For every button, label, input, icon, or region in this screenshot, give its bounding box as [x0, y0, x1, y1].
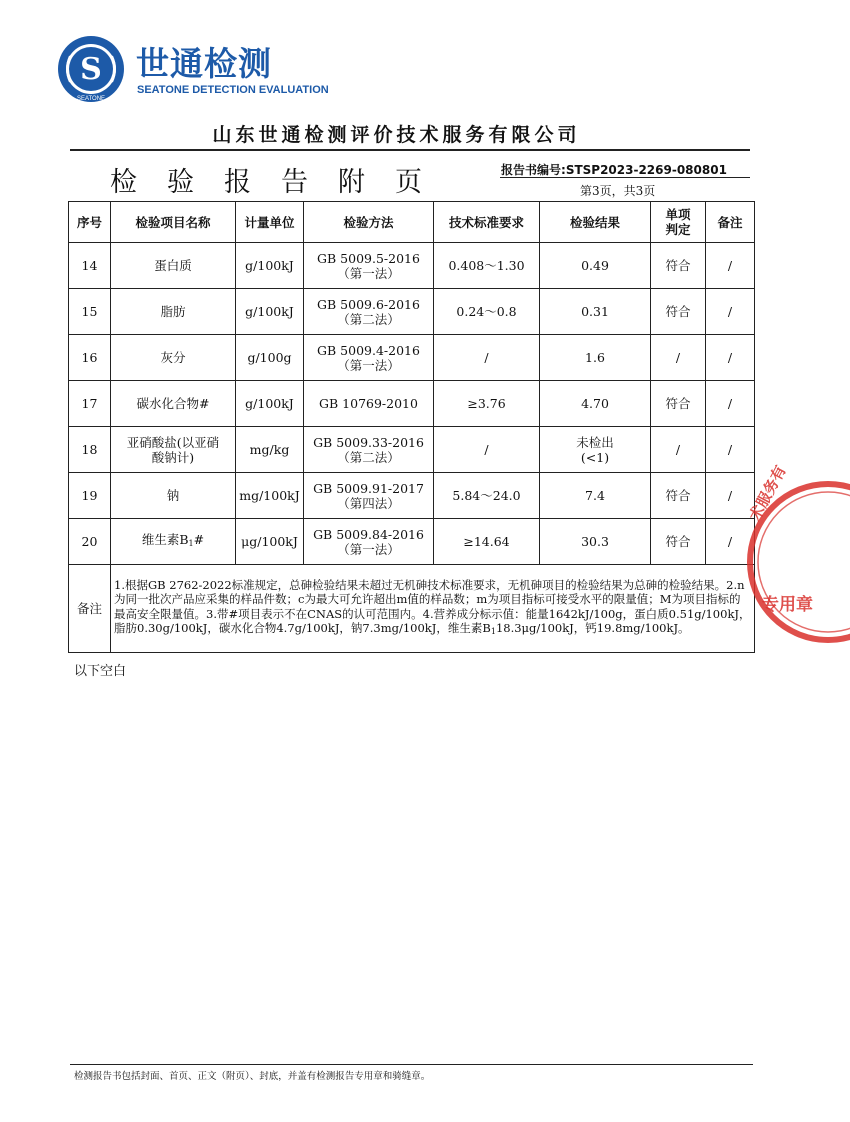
col-header-standard: 技术标准要求: [434, 202, 540, 243]
item-suffix: #: [193, 532, 205, 547]
brand-name-cn: 世通检测: [136, 44, 272, 83]
cell-note: /: [706, 519, 755, 565]
method-code: GB 5009.6-2016: [317, 296, 420, 312]
method-variant: （第二法）: [337, 311, 400, 327]
cell-method: [304, 381, 434, 427]
table-row: [69, 381, 755, 427]
cell-result: 4.70: [540, 381, 651, 427]
col-header-item: 检验项目名称: [111, 202, 236, 243]
cell-item: [111, 519, 236, 565]
cell-item: 灰分: [111, 335, 236, 381]
remarks-subscript: 1: [490, 627, 496, 636]
cell-method: [304, 289, 434, 335]
table-row: [69, 427, 755, 473]
table-row: [69, 243, 755, 289]
cell-standard: 0.408～1.30: [434, 243, 540, 289]
cell-no: 20: [69, 519, 111, 565]
cell-item: 钠: [111, 473, 236, 519]
cell-no: 19: [69, 473, 111, 519]
table-row: [69, 289, 755, 335]
cell-result: 0.49: [540, 243, 651, 289]
header-divider: [70, 149, 750, 151]
footer-divider: [70, 1064, 753, 1065]
blank-below-note: 以下空白: [74, 664, 127, 679]
method-variant: （第二法）: [337, 449, 400, 465]
remarks-text-main: 1.根据GB 2762-2022标准规定，总砷检验结果未超过无机砷技术标准要求，无机砷项目的检验结果为总砷的检验结果。2.n为同一批次产品应采集的样品件数；c为最大可允许超出m值的样品数；m为项目指标可接受水平的限量值；M为项目指标的最高安全限量值。3.带#项目表示不在CNAS的认可范围内。4.营养成分标示值：能量1642kJ/100g，蛋白质0.51g/100kJ，脂肪0.30g/100kJ，碳水化合物4.7g/100kJ，钠7.3mg/100kJ，维生素B: [114, 577, 751, 635]
col-header-note: 备注: [706, 202, 755, 243]
cell-unit: μg/100kJ: [236, 519, 304, 565]
table-row: [69, 335, 755, 381]
table-row: [69, 519, 755, 565]
col-header-result: 检验结果: [540, 202, 651, 243]
cell-standard: 5.84～24.0: [434, 473, 540, 519]
item-name: 维生素B: [141, 532, 189, 547]
cell-standard: /: [434, 427, 540, 473]
cell-result: 0.31: [540, 289, 651, 335]
cell-no: 16: [69, 335, 111, 381]
cell-note: /: [706, 427, 755, 473]
cell-result: 30.3: [540, 519, 651, 565]
remarks-row: [69, 565, 755, 653]
official-seal-stamp: [740, 462, 850, 670]
results-table: [68, 201, 755, 653]
seal-text-arc: 术服务有: [745, 462, 790, 524]
cell-judge: 符合: [651, 289, 706, 335]
method-code: GB 5009.33-2016: [313, 434, 424, 450]
method-code: GB 5009.91-2017: [313, 480, 424, 496]
seatone-emblem-icon: [56, 34, 126, 104]
remarks-label: 备注: [69, 565, 111, 653]
cell-result: 1.6: [540, 335, 651, 381]
col-header-unit: 计量单位: [236, 202, 304, 243]
remarks-text: [111, 565, 755, 653]
cell-judge: 符合: [651, 243, 706, 289]
logo-letter: S: [80, 52, 102, 87]
method-variant: （第四法）: [337, 495, 400, 511]
method-code: GB 10769-2010: [319, 396, 418, 411]
page-title: 检验报告附页: [110, 167, 452, 198]
method-variant: （第一法）: [337, 265, 400, 281]
company-logo: [56, 34, 329, 104]
cell-no: 18: [69, 427, 111, 473]
cell-item: 蛋白质: [111, 243, 236, 289]
table-row: [69, 473, 755, 519]
method-code: GB 5009.84-2016: [313, 526, 424, 542]
cell-method: [304, 243, 434, 289]
cell-judge: 符合: [651, 519, 706, 565]
cell-standard: ≥14.64: [434, 519, 540, 565]
cell-method: [304, 519, 434, 565]
cell-note: /: [706, 473, 755, 519]
cell-result: [540, 427, 651, 473]
cell-standard: 0.24～0.8: [434, 289, 540, 335]
cell-no: 15: [69, 289, 111, 335]
cell-judge: 符合: [651, 473, 706, 519]
table-header-row: [69, 202, 755, 243]
col-header-method: 检验方法: [304, 202, 434, 243]
cell-judge: /: [651, 335, 706, 381]
col-header-no: 序号: [69, 202, 111, 243]
report-number-value: STSP2023-2269-080801: [565, 163, 727, 177]
cell-item: 脂肪: [111, 289, 236, 335]
cell-note: /: [706, 381, 755, 427]
cell-method: [304, 473, 434, 519]
cell-method: [304, 335, 434, 381]
cell-no: 17: [69, 381, 111, 427]
cell-note: /: [706, 335, 755, 381]
page-indicator: 第3页，共3页: [580, 184, 656, 198]
method-variant: （第一法）: [337, 541, 400, 557]
item-subscript: 1: [188, 539, 194, 548]
report-number-label: 报告书编号:: [501, 163, 566, 177]
logo-ring-text: SEATONE: [76, 96, 106, 102]
col-header-judge: 单项 判定: [651, 202, 706, 243]
cell-judge: /: [651, 427, 706, 473]
result-value: 未检出: [576, 434, 614, 450]
method-variant: （第一法）: [337, 357, 400, 373]
seal-text-bottom: 专用章: [762, 595, 813, 615]
cell-unit: g/100kJ: [236, 381, 304, 427]
cell-no: 14: [69, 243, 111, 289]
report-number: [501, 161, 727, 178]
company-name: 山东世通检测评价技术服务有限公司: [212, 124, 581, 146]
cell-result: 7.4: [540, 473, 651, 519]
cell-note: /: [706, 243, 755, 289]
cell-unit: mg/100kJ: [236, 473, 304, 519]
cell-judge: 符合: [651, 381, 706, 427]
result-detection-limit: (<1): [580, 449, 610, 465]
cell-unit: g/100kJ: [236, 289, 304, 335]
cell-method: [304, 427, 434, 473]
method-code: GB 5009.5-2016: [317, 250, 420, 266]
brand-name-en: SEATONE DETECTION EVALUATION: [137, 84, 329, 96]
cell-standard: ≥3.76: [434, 381, 540, 427]
cell-note: /: [706, 289, 755, 335]
cell-unit: g/100g: [236, 335, 304, 381]
footer-note: 检测报告书包括封面、首页、正文（附页）、封底，并盖有检测报告专用章和骑缝章。: [74, 1071, 431, 1082]
cell-item: 亚硝酸盐(以亚硝酸钠计): [111, 427, 236, 473]
cell-standard: /: [434, 335, 540, 381]
report-number-underline: [500, 177, 750, 178]
remarks-text-end: 18.3μg/100kJ，钙19.8mg/100kJ。: [495, 621, 690, 635]
cell-item: 碳水化合物#: [111, 381, 236, 427]
cell-unit: mg/kg: [236, 427, 304, 473]
method-code: GB 5009.4-2016: [317, 342, 420, 358]
cell-unit: g/100kJ: [236, 243, 304, 289]
